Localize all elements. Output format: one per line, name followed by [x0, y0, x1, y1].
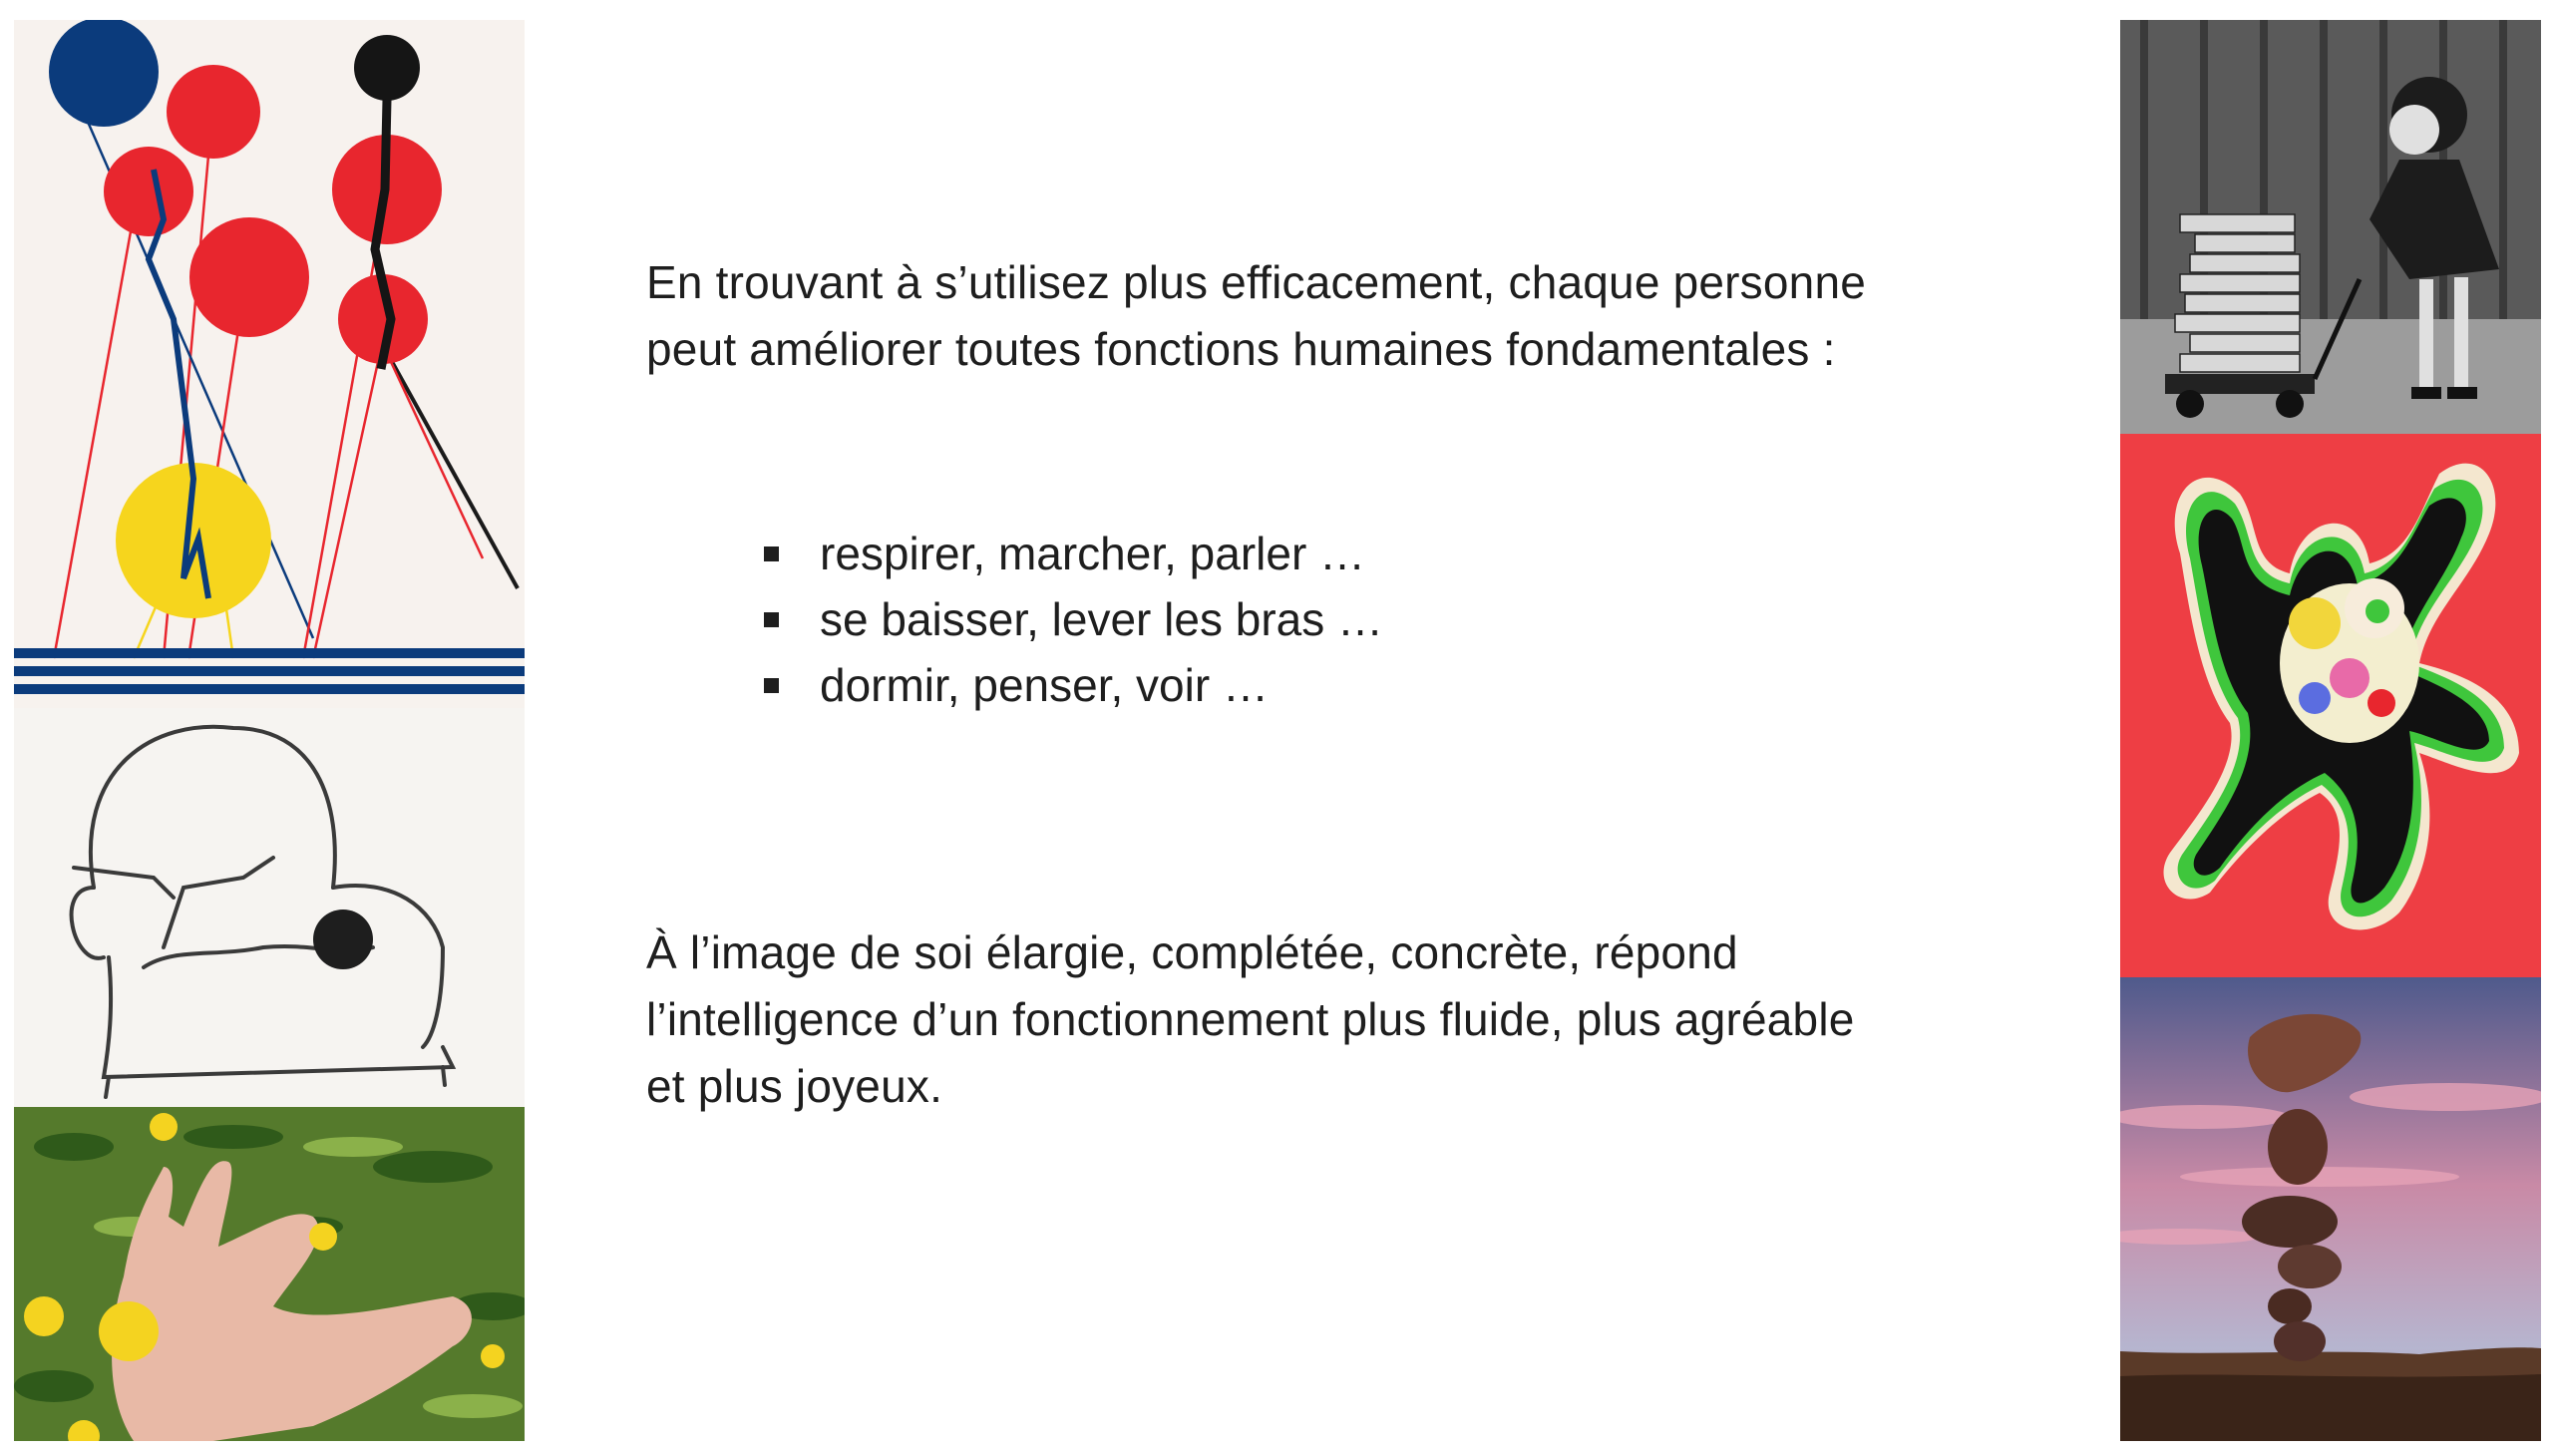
- functions-bullet-list: [764, 521, 1383, 718]
- nana-figure-poster-image: [2120, 434, 2541, 977]
- conclusion-paragraph: À l’image de soi élargie, complétée, concrète, répond l’intelligence d’un fonctionnement plus fluide, plus agréable et plus joyeux.: [646, 926, 1855, 1112]
- bullet-item: dormir, penser, voir …: [764, 652, 1383, 718]
- balloons-artwork-image: [14, 20, 525, 708]
- bullet-item: se baisser, lever les bras …: [764, 586, 1383, 652]
- balanced-stones-photo: [2120, 977, 2541, 1441]
- hand-in-dandelions-photo: [14, 1107, 525, 1441]
- slide-text-block: [646, 249, 1883, 1112]
- child-pulling-book-wagon-photo: [2120, 20, 2541, 434]
- bullet-item: respirer, marcher, parler …: [764, 521, 1383, 586]
- intro-paragraph: En trouvant à s’utilisez plus efficacement, chaque personne peut améliorer toutes fonctions humaines fondamentales :: [646, 256, 1867, 375]
- armchair-drawing-image: [14, 708, 525, 1107]
